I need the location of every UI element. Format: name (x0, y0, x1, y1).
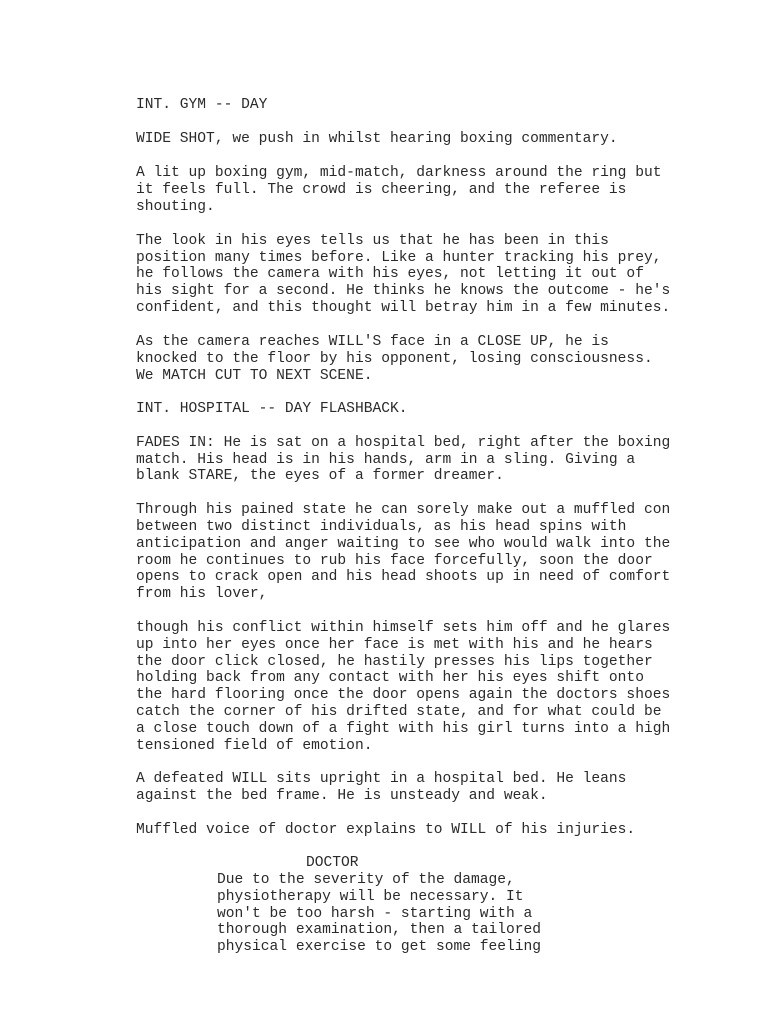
action-line: from his lover, (136, 586, 268, 602)
scene-heading-gym: INT. GYM -- DAY (136, 97, 268, 113)
action-line: We MATCH CUT TO NEXT SCENE. (136, 368, 373, 384)
action-line: Through his pained state he can sorely make out a muffled con (136, 502, 671, 518)
action-line: his sight for a second. He thinks he knows the outcome - he's (136, 283, 671, 299)
action-line: A defeated WILL sits upright in a hospital bed. He leans (136, 771, 627, 787)
action-line: a close touch down of a fight with his girl turns into a high (136, 721, 671, 737)
action-line: FADES IN: He is sat on a hospital bed, right after the boxing (136, 435, 671, 451)
action-line: shouting. (136, 199, 215, 215)
dialogue-line: thorough examination, then a tailored (217, 922, 542, 938)
action-line: room he continues to rub his face forcefully, soon the door (136, 553, 653, 569)
action-line: Muffled voice of doctor explains to WILL of his injuries. (136, 822, 636, 838)
action-line: between two distinct individuals, as his head spins with (136, 519, 627, 535)
action-line: anticipation and anger waiting to see who would walk into the (136, 536, 671, 552)
action-line: WIDE SHOT, we push in whilst hearing boxing commentary. (136, 131, 618, 147)
action-line: confident, and this thought will betray him in a few minutes. (136, 300, 671, 316)
action-line: tensioned field of emotion. (136, 738, 373, 754)
action-line: though his conflict within himself sets him off and he glares (136, 620, 671, 636)
dialogue-line: physical exercise to get some feeling (217, 939, 542, 955)
action-line: the hard flooring once the door opens again the doctors shoes (136, 687, 671, 703)
dialogue-line: physiotherapy will be necessary. It (217, 889, 524, 905)
action-line: it feels full. The crowd is cheering, and the referee is (136, 182, 627, 198)
dialogue-line: won't be too harsh - starting with a (217, 906, 533, 922)
action-line: opens to crack open and his head shoots up in need of comfort (136, 569, 671, 585)
action-line: blank STARE, the eyes of a former dreamer. (136, 468, 504, 484)
action-line: holding back from any contact with her his eyes shift onto (136, 670, 644, 686)
scene-heading-hospital: INT. HOSPITAL -- DAY FLASHBACK. (136, 401, 408, 417)
action-line: match. His head is in his hands, arm in a sling. Giving a (136, 452, 636, 468)
dialogue-line: Due to the severity of the damage, (217, 872, 515, 888)
character-name: DOCTOR (306, 855, 359, 871)
action-line: The look in his eyes tells us that he has been in this (136, 233, 609, 249)
action-line: up into her eyes once her face is met with his and he hears (136, 637, 653, 653)
action-line: knocked to the floor by his opponent, losing consciousness. (136, 351, 653, 367)
action-line: As the camera reaches WILL'S face in a CLOSE UP, he is (136, 334, 609, 350)
action-line: A lit up boxing gym, mid-match, darkness around the ring but (136, 165, 662, 181)
action-line: the door click closed, he hastily presses his lips together (136, 654, 653, 670)
action-line: position many times before. Like a hunter tracking his prey, (136, 250, 662, 266)
action-line: catch the corner of his drifted state, and for what could be (136, 704, 662, 720)
action-line: he follows the camera with his eyes, not letting it out of (136, 266, 644, 282)
action-line: against the bed frame. He is unsteady and weak. (136, 788, 548, 804)
